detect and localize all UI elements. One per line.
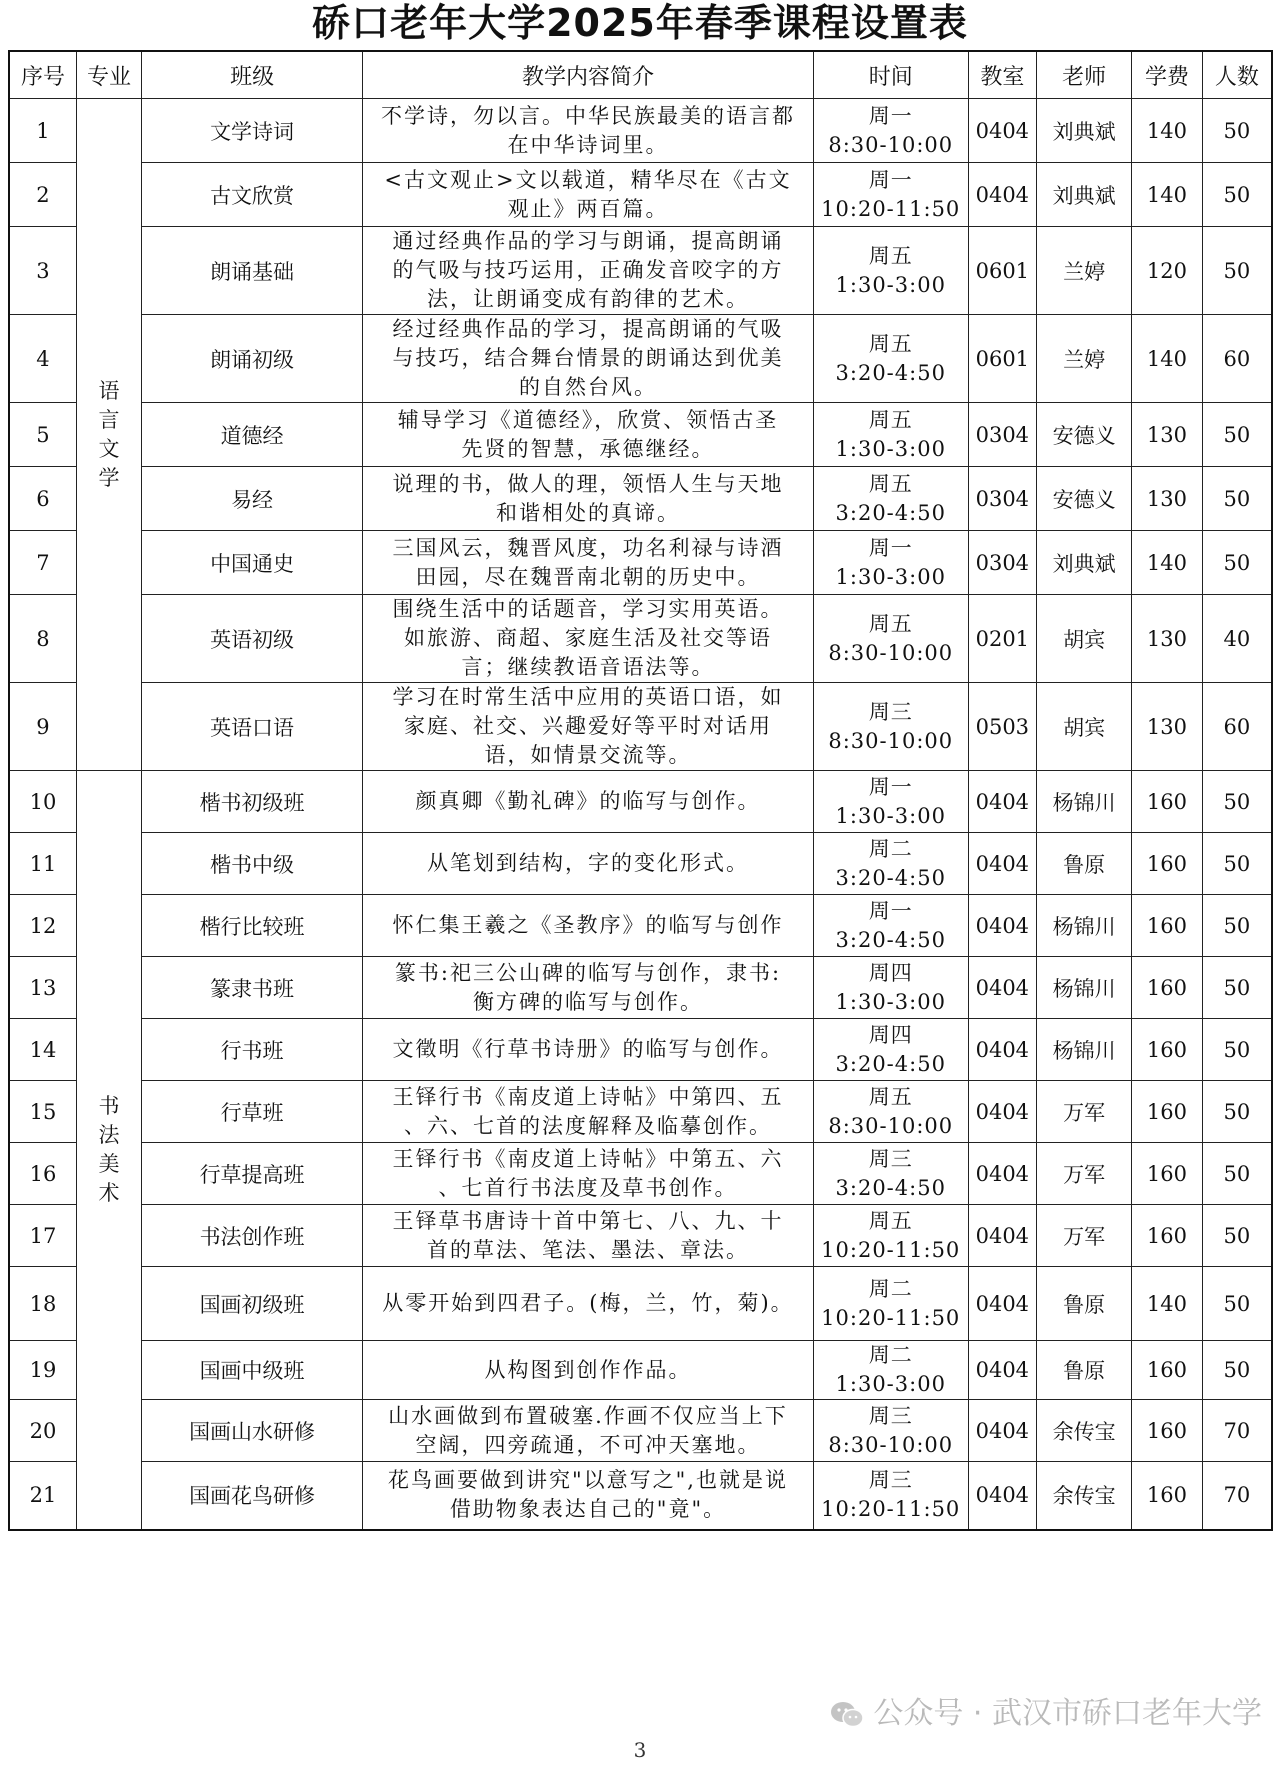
major-char: 美 <box>98 1151 120 1176</box>
table-row <box>9 227 1272 315</box>
table-row <box>9 403 1272 467</box>
time-range: 3:20-4:50 <box>835 865 946 890</box>
cell-teacher: 安德义 <box>1037 467 1132 531</box>
cell-fee: 160 <box>1132 957 1203 1019</box>
cell-capacity: 50 <box>1202 99 1272 163</box>
cell-capacity: 50 <box>1202 1205 1272 1267</box>
cell-time <box>813 1341 968 1400</box>
time-range: 8:30-10:00 <box>828 728 954 753</box>
cell-room: 0601 <box>968 227 1037 315</box>
cell-room: 0404 <box>968 895 1037 957</box>
cell-teacher: 鲁原 <box>1037 1341 1132 1400</box>
cell-capacity: 50 <box>1202 1267 1272 1341</box>
cell-class: 楷书初级班 <box>142 771 363 833</box>
description-line: 王铎草书唐诗十首中第七、八、九、十 <box>392 1208 784 1233</box>
time-day: 周三 <box>868 1403 913 1428</box>
cell-class: 古文欣赏 <box>142 163 363 227</box>
cell-capacity: 50 <box>1202 895 1272 957</box>
cell-description <box>363 683 814 771</box>
cell-description <box>363 467 814 531</box>
cell-room: 0404 <box>968 163 1037 227</box>
cell-description <box>363 1143 814 1205</box>
cell-fee: 160 <box>1132 895 1203 957</box>
time-day: 周三 <box>868 1146 913 1171</box>
cell-room: 0201 <box>968 595 1037 683</box>
description-line: 的自然台风。 <box>518 375 657 399</box>
cell-description <box>363 1081 814 1143</box>
cell-room: 0404 <box>968 1205 1037 1267</box>
header-col-desc: 教学内容简介 <box>363 51 814 99</box>
cell-class: 楷书中级 <box>142 833 363 895</box>
cell-room: 0404 <box>968 771 1037 833</box>
table-row <box>9 771 1272 833</box>
cell-teacher: 杨锦川 <box>1037 1019 1132 1081</box>
major-char: 法 <box>98 1122 120 1147</box>
cell-description <box>363 99 814 163</box>
cell-fee: 160 <box>1132 1400 1203 1462</box>
cell-description <box>363 1205 814 1267</box>
table-row <box>9 1205 1272 1267</box>
cell-time <box>813 895 968 957</box>
cell-fee: 140 <box>1132 1267 1203 1341</box>
cell-time <box>813 1462 968 1530</box>
time-range: 1:30-3:00 <box>835 564 946 589</box>
time-range: 3:20-4:50 <box>835 360 946 385</box>
time-range: 3:20-4:50 <box>835 500 946 525</box>
header-col-fee: 学费 <box>1132 51 1203 99</box>
cell-class: 行草提高班 <box>142 1143 363 1205</box>
header-col-teacher: 老师 <box>1037 51 1132 99</box>
cell-class: 朗诵初级 <box>142 315 363 403</box>
cell-description <box>363 403 814 467</box>
time-range: 8:30-10:00 <box>828 640 954 665</box>
cell-no: 13 <box>9 957 76 1019</box>
major-char: 术 <box>98 1180 120 1205</box>
cell-description <box>363 771 814 833</box>
cell-teacher: 刘典斌 <box>1037 163 1132 227</box>
table-row <box>9 1267 1272 1341</box>
description-line: 从零开始到四君子。(梅，兰，竹，菊)。 <box>382 1291 794 1315</box>
time-day: 周四 <box>868 1022 913 1047</box>
cell-class: 英语口语 <box>142 683 363 771</box>
cell-class: 书法创作班 <box>142 1205 363 1267</box>
table-row <box>9 1143 1272 1205</box>
cell-description <box>363 1341 814 1400</box>
cell-fee: 160 <box>1132 771 1203 833</box>
major-char: 学 <box>98 465 120 490</box>
cell-capacity: 50 <box>1202 1081 1272 1143</box>
cell-no: 18 <box>9 1267 76 1341</box>
time-day: 周五 <box>868 471 913 496</box>
time-day: 周一 <box>868 774 913 799</box>
cell-capacity: 60 <box>1202 683 1272 771</box>
header-col-class: 班级 <box>142 51 363 99</box>
cell-fee: 160 <box>1132 1205 1203 1267</box>
cell-time <box>813 531 968 595</box>
description-line: 衡方碑的临写与创作。 <box>472 989 703 1014</box>
cell-no: 19 <box>9 1341 76 1400</box>
cell-no: 2 <box>9 163 76 227</box>
description-line: 法，让朗诵变成有韵律的艺术。 <box>426 287 749 311</box>
cell-no: 6 <box>9 467 76 531</box>
time-range: 8:30-10:00 <box>828 132 954 157</box>
cell-description <box>363 833 814 895</box>
cell-capacity: 50 <box>1202 771 1272 833</box>
watermark <box>829 1688 1262 1732</box>
cell-no: 1 <box>9 99 76 163</box>
cell-time <box>813 99 968 163</box>
cell-class: 行草班 <box>142 1081 363 1143</box>
description-line: 辅导学习《道德经》，欣赏、领悟古圣 <box>397 407 779 432</box>
description-line: 、七首行书法度及草书创作。 <box>438 1175 738 1200</box>
cell-room: 0404 <box>968 957 1037 1019</box>
cell-room: 0304 <box>968 531 1037 595</box>
cell-no: 17 <box>9 1205 76 1267</box>
cell-description <box>363 227 814 315</box>
table-row <box>9 467 1272 531</box>
cell-class: 国画中级班 <box>142 1341 363 1400</box>
time-day: 周五 <box>868 407 913 432</box>
description-line: 篆书:祀三公山碑的临写与创作，隶书: <box>394 960 782 985</box>
cell-teacher: 胡宾 <box>1037 595 1132 683</box>
description-line: 首的草法、笔法、墨法、章法。 <box>426 1237 749 1262</box>
cell-teacher: 万军 <box>1037 1081 1132 1143</box>
cell-description <box>363 1400 814 1462</box>
cell-room: 0404 <box>968 833 1037 895</box>
description-line: 语，如情景交流等。 <box>484 743 692 767</box>
cell-time <box>813 1400 968 1462</box>
cell-no: 8 <box>9 595 76 683</box>
cell-fee: 160 <box>1132 1081 1203 1143</box>
cell-class: 中国通史 <box>142 531 363 595</box>
cell-fee: 140 <box>1132 163 1203 227</box>
cell-teacher: 杨锦川 <box>1037 771 1132 833</box>
cell-no: 5 <box>9 403 76 467</box>
description-line: 田园，尽在魏晋南北朝的历史中。 <box>415 564 761 589</box>
cell-teacher: 余传宝 <box>1037 1462 1132 1530</box>
description-line: 先贤的智慧，承德继经。 <box>461 436 715 461</box>
cell-capacity: 50 <box>1202 467 1272 531</box>
cell-class: 文学诗词 <box>142 99 363 163</box>
cell-no: 4 <box>9 315 76 403</box>
cell-room: 0404 <box>968 99 1037 163</box>
cell-room: 0404 <box>968 1462 1037 1530</box>
header-col-room: 教室 <box>968 51 1037 99</box>
description-line: 说理的书，做人的理，领悟人生与天地 <box>392 471 784 496</box>
cell-capacity: 50 <box>1202 957 1272 1019</box>
watermark-text: 公众号 · 武汉市硚口老年大学 <box>873 1696 1262 1731</box>
cell-time <box>813 163 968 227</box>
major-char: 语 <box>98 378 120 403</box>
cell-description <box>363 163 814 227</box>
description-line: 王铎行书《南皮道上诗帖》中第五、六 <box>392 1146 784 1171</box>
time-range: 8:30-10:00 <box>828 1432 954 1457</box>
time-day: 周五 <box>868 1208 913 1233</box>
cell-class: 楷行比较班 <box>142 895 363 957</box>
table-row <box>9 1081 1272 1143</box>
cell-teacher: 杨锦川 <box>1037 957 1132 1019</box>
time-day: 周二 <box>868 836 913 861</box>
description-line: 颜真卿《勤礼碑》的临写与创作。 <box>415 789 761 813</box>
description-line: 不学诗，勿以言。中华民族最美的语言都 <box>380 103 795 128</box>
header-col-no: 序号 <box>9 51 76 99</box>
cell-major <box>76 99 141 771</box>
cell-capacity: 50 <box>1202 1143 1272 1205</box>
description-line: 王铎行书《南皮道上诗帖》中第四、五 <box>392 1084 784 1109</box>
time-range: 1:30-3:00 <box>835 803 946 828</box>
cell-fee: 130 <box>1132 683 1203 771</box>
description-line: <古文观止>文以载道，精华尽在《古文 <box>384 167 792 192</box>
cell-description <box>363 1267 814 1341</box>
description-line: 家庭、社交、兴趣爱好等平时对话用 <box>403 714 772 738</box>
major-char: 文 <box>98 436 120 461</box>
cell-fee: 130 <box>1132 403 1203 467</box>
cell-major <box>76 771 141 1530</box>
page-number: 3 <box>633 1738 647 1762</box>
cell-class: 国画初级班 <box>142 1267 363 1341</box>
header-col-major: 专业 <box>76 51 141 99</box>
table-row <box>9 315 1272 403</box>
cell-description <box>363 595 814 683</box>
table-header-row <box>9 51 1272 99</box>
cell-room: 0601 <box>968 315 1037 403</box>
cell-teacher: 鲁原 <box>1037 833 1132 895</box>
cell-time <box>813 1143 968 1205</box>
description-line: 如旅游、商超、家庭生活及社交等语 <box>403 626 772 650</box>
cell-teacher: 万军 <box>1037 1143 1132 1205</box>
header-col-time: 时间 <box>813 51 968 99</box>
page-title: 硚口老年大学2025年春季课程设置表 <box>312 1 968 45</box>
cell-fee: 160 <box>1132 1462 1203 1530</box>
cell-teacher: 胡宾 <box>1037 683 1132 771</box>
cell-room: 0304 <box>968 403 1037 467</box>
cell-no: 10 <box>9 771 76 833</box>
table-row <box>9 1341 1272 1400</box>
description-line: 和谐相处的真谛。 <box>495 500 680 525</box>
cell-no: 15 <box>9 1081 76 1143</box>
cell-fee: 160 <box>1132 1143 1203 1205</box>
wechat-icon <box>829 1700 865 1730</box>
table-row <box>9 1019 1272 1081</box>
cell-teacher: 刘典斌 <box>1037 99 1132 163</box>
cell-capacity: 50 <box>1202 163 1272 227</box>
description-line: 、六、七首的法度解释及临摹创作。 <box>403 1113 772 1138</box>
table-row <box>9 99 1272 163</box>
description-line: 借助物象表达自己的"竟"。 <box>449 1497 727 1522</box>
cell-time <box>813 683 968 771</box>
cell-description <box>363 315 814 403</box>
cell-time <box>813 771 968 833</box>
cell-fee: 160 <box>1132 1341 1203 1400</box>
table-row <box>9 163 1272 227</box>
cell-fee: 140 <box>1132 531 1203 595</box>
time-day: 周五 <box>868 1084 913 1109</box>
cell-description <box>363 895 814 957</box>
time-day: 周一 <box>868 898 913 923</box>
description-line: 的气吸与技巧运用，正确发音咬字的方 <box>392 258 784 282</box>
table-row <box>9 1400 1272 1462</box>
cell-capacity: 40 <box>1202 595 1272 683</box>
table-row <box>9 957 1272 1019</box>
cell-capacity: 50 <box>1202 531 1272 595</box>
cell-fee: 130 <box>1132 467 1203 531</box>
cell-teacher: 万军 <box>1037 1205 1132 1267</box>
time-day: 周二 <box>868 1343 913 1367</box>
cell-no: 9 <box>9 683 76 771</box>
cell-description <box>363 531 814 595</box>
cell-room: 0404 <box>968 1143 1037 1205</box>
cell-time <box>813 1267 968 1341</box>
time-range: 3:20-4:50 <box>835 1051 946 1076</box>
description-line: 言；继续教语音语法等。 <box>461 655 715 679</box>
cell-teacher: 刘典斌 <box>1037 531 1132 595</box>
cell-no: 21 <box>9 1462 76 1530</box>
table-row <box>9 895 1272 957</box>
description-line: 通过经典作品的学习与朗诵，提高朗诵 <box>392 229 784 253</box>
description-line: 与技巧，结合舞台情景的朗诵达到优美 <box>392 346 784 370</box>
time-range: 3:20-4:50 <box>835 927 946 952</box>
time-range: 10:20-11:50 <box>821 1237 961 1262</box>
cell-capacity: 60 <box>1202 315 1272 403</box>
cell-time <box>813 957 968 1019</box>
cell-teacher: 兰婷 <box>1037 315 1132 403</box>
cell-no: 12 <box>9 895 76 957</box>
description-line: 山水画做到布置破塞.作画不仅应当上下 <box>388 1403 788 1428</box>
time-range: 8:30-10:00 <box>828 1113 954 1138</box>
cell-capacity: 50 <box>1202 833 1272 895</box>
cell-room: 0404 <box>968 1400 1037 1462</box>
cell-time <box>813 833 968 895</box>
cell-time <box>813 1205 968 1267</box>
description-line: 怀仁集王羲之《圣教序》的临写与创作 <box>392 913 784 937</box>
cell-class: 道德经 <box>142 403 363 467</box>
cell-time <box>813 227 968 315</box>
cell-room: 0404 <box>968 1081 1037 1143</box>
cell-no: 11 <box>9 833 76 895</box>
cell-capacity: 70 <box>1202 1462 1272 1530</box>
cell-class: 英语初级 <box>142 595 363 683</box>
cell-capacity: 50 <box>1202 403 1272 467</box>
cell-description <box>363 1019 814 1081</box>
time-day: 周五 <box>868 243 913 268</box>
table-row <box>9 1462 1272 1530</box>
time-range: 1:30-3:00 <box>835 989 946 1014</box>
cell-teacher: 兰婷 <box>1037 227 1132 315</box>
time-day: 周三 <box>868 699 913 724</box>
cell-no: 16 <box>9 1143 76 1205</box>
cell-description <box>363 957 814 1019</box>
time-day: 周一 <box>868 167 913 192</box>
cell-capacity: 70 <box>1202 1400 1272 1462</box>
cell-time <box>813 315 968 403</box>
description-line: 从构图到创作作品。 <box>484 1357 692 1382</box>
cell-time <box>813 1081 968 1143</box>
time-range: 10:20-11:50 <box>821 1305 961 1330</box>
major-char: 言 <box>98 407 120 432</box>
cell-no: 20 <box>9 1400 76 1462</box>
cell-room: 0304 <box>968 467 1037 531</box>
time-day: 周五 <box>868 611 913 636</box>
cell-capacity: 50 <box>1202 227 1272 315</box>
description-line: 观止》两百篇。 <box>507 196 669 221</box>
description-line: 学习在时常生活中应用的英语口语，如 <box>392 685 784 709</box>
time-range: 10:20-11:50 <box>821 196 961 221</box>
description-line: 经过经典作品的学习，提高朗诵的气吸 <box>392 317 784 341</box>
cell-room: 0404 <box>968 1267 1037 1341</box>
time-range: 10:20-11:50 <box>821 1497 961 1522</box>
table-row <box>9 683 1272 771</box>
time-day: 周一 <box>868 535 913 560</box>
header-col-capacity: 人数 <box>1202 51 1272 99</box>
time-range: 1:30-3:00 <box>835 436 946 461</box>
cell-fee: 140 <box>1132 315 1203 403</box>
cell-fee: 120 <box>1132 227 1203 315</box>
cell-fee: 160 <box>1132 833 1203 895</box>
cell-class: 国画山水研修 <box>142 1400 363 1462</box>
cell-class: 易经 <box>142 467 363 531</box>
cell-capacity: 50 <box>1202 1341 1272 1400</box>
cell-fee: 140 <box>1132 99 1203 163</box>
cell-class: 篆隶书班 <box>142 957 363 1019</box>
cell-fee: 130 <box>1132 595 1203 683</box>
cell-no: 14 <box>9 1019 76 1081</box>
table-row <box>9 531 1272 595</box>
cell-no: 3 <box>9 227 76 315</box>
cell-teacher: 鲁原 <box>1037 1267 1132 1341</box>
time-day: 周四 <box>868 960 913 985</box>
cell-teacher: 杨锦川 <box>1037 895 1132 957</box>
time-range: 1:30-3:00 <box>835 272 946 297</box>
cell-teacher: 余传宝 <box>1037 1400 1132 1462</box>
cell-class: 国画花鸟研修 <box>142 1462 363 1530</box>
time-day: 周五 <box>868 331 913 356</box>
time-range: 3:20-4:50 <box>835 1175 946 1200</box>
table-row <box>9 595 1272 683</box>
course-table <box>8 50 1273 1531</box>
description-line: 文徵明《行草书诗册》的临写与创作。 <box>392 1037 784 1061</box>
cell-time <box>813 1019 968 1081</box>
cell-capacity: 50 <box>1202 1019 1272 1081</box>
time-range: 1:30-3:00 <box>835 1372 946 1396</box>
time-day: 周三 <box>868 1468 913 1493</box>
cell-time <box>813 403 968 467</box>
cell-time <box>813 595 968 683</box>
description-line: 围绕生活中的话题音，学习实用英语。 <box>392 597 784 621</box>
major-char: 书 <box>98 1093 120 1118</box>
table-row <box>9 833 1272 895</box>
cell-class: 行书班 <box>142 1019 363 1081</box>
cell-room: 0503 <box>968 683 1037 771</box>
cell-teacher: 安德义 <box>1037 403 1132 467</box>
time-day: 周一 <box>868 103 913 128</box>
time-day: 周二 <box>868 1276 913 1301</box>
cell-room: 0404 <box>968 1341 1037 1400</box>
description-line: 空阔，四旁疏通，不可冲天塞地。 <box>415 1432 761 1457</box>
cell-description <box>363 1462 814 1530</box>
description-line: 三国风云，魏晋风度，功名利禄与诗酒 <box>392 535 784 560</box>
description-line: 在中华诗词里。 <box>507 132 669 157</box>
description-line: 花鸟画要做到讲究"以意写之",也就是说 <box>387 1468 788 1493</box>
cell-no: 7 <box>9 531 76 595</box>
cell-class: 朗诵基础 <box>142 227 363 315</box>
cell-time <box>813 467 968 531</box>
cell-room: 0404 <box>968 1019 1037 1081</box>
description-line: 从笔划到结构，字的变化形式。 <box>426 851 749 875</box>
cell-fee: 160 <box>1132 1019 1203 1081</box>
